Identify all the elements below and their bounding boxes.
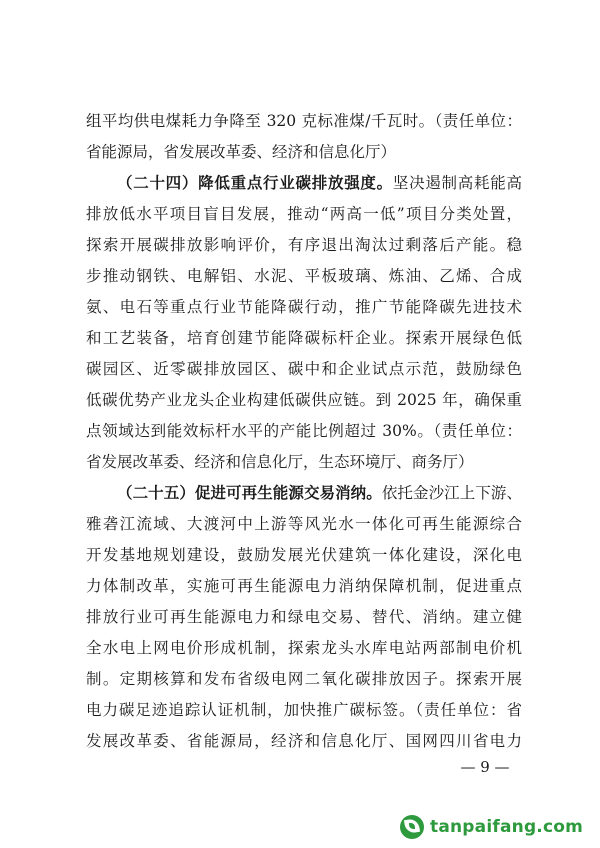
text-line: 发展改革委、省能源局，经济和信息化厅、国网四川省电力 [86, 732, 522, 750]
section-heading-line: （二十五）促进可再生能源交易消纳。依托金沙江上下游、 [117, 484, 522, 502]
text-line: 点领域达到能效标杆水平的产能比例超过 30%。（责任单位： [86, 422, 522, 440]
text-line: 步推动钢铁、电解铝、水泥、平板玻璃、炼油、乙烯、合成 [86, 267, 522, 285]
text-line: 氨、电石等重点行业节能降碳行动，推广节能降碳先进技术 [86, 298, 522, 316]
text-line: 组平均供电煤耗力争降至 320 克标准煤/千瓦时。（责任单位： [86, 112, 522, 130]
text-line: 低碳优势产业龙头企业构建低碳供应链。到 2025 年，确保重 [86, 391, 522, 409]
text-line: 省发展改革委、经济和信息化厅，生态环境厅、商务厅） [86, 453, 474, 471]
text-line: 开发基地规划建设，鼓励发展光伏建筑一体化建设，深化电 [86, 546, 522, 564]
section-heading-25: （二十五）促进可再生能源交易消纳。 [117, 484, 382, 502]
leaf-logo-icon [400, 815, 424, 839]
page-number: — 9 — [460, 758, 510, 776]
text-line: 制。定期核算和发布省级电网二氧化碳排放因子。探索开展 [86, 670, 522, 688]
body-text [86, 106, 522, 757]
section-heading-24: （二十四）降低重点行业碳排放强度。 [117, 174, 393, 192]
site-watermark [400, 810, 583, 844]
section-heading-line: （二十四）降低重点行业碳排放强度。坚决遏制高耗能高 [117, 174, 522, 192]
text-line: 全水电上网电价形成机制，探索龙头水库电站两部制电价机 [86, 639, 522, 657]
text-line: 排放低水平项目盲目发展，推动“两高一低”项目分类处置， [86, 205, 522, 223]
text-line: 电力碳足迹追踪认证机制，加快推广碳标签。（责任单位：省 [86, 701, 522, 719]
text-line: 探索开展碳排放影响评价，有序退出淘汰过剩落后产能。稳 [86, 236, 522, 254]
text-line: 力体制改革，实施可再生能源电力消纳保障机制，促进重点 [86, 577, 522, 595]
text-line: 雅砻江流域、大渡河中上游等风光水一体化可再生能源综合 [86, 515, 522, 533]
text-line: 和工艺装备，培育创建节能降碳标杆企业。探索开展绿色低 [86, 329, 522, 347]
text-line: 碳园区、近零碳排放园区、碳中和企业试点示范，鼓励绿色 [86, 360, 522, 378]
text-line: 排放行业可再生能源电力和绿电交易、替代、消纳。建立健 [86, 608, 522, 626]
text-line: 省能源局，省发展改革委、经济和信息化厅） [86, 143, 397, 161]
watermark-text: tanpaifang.com [430, 817, 584, 837]
